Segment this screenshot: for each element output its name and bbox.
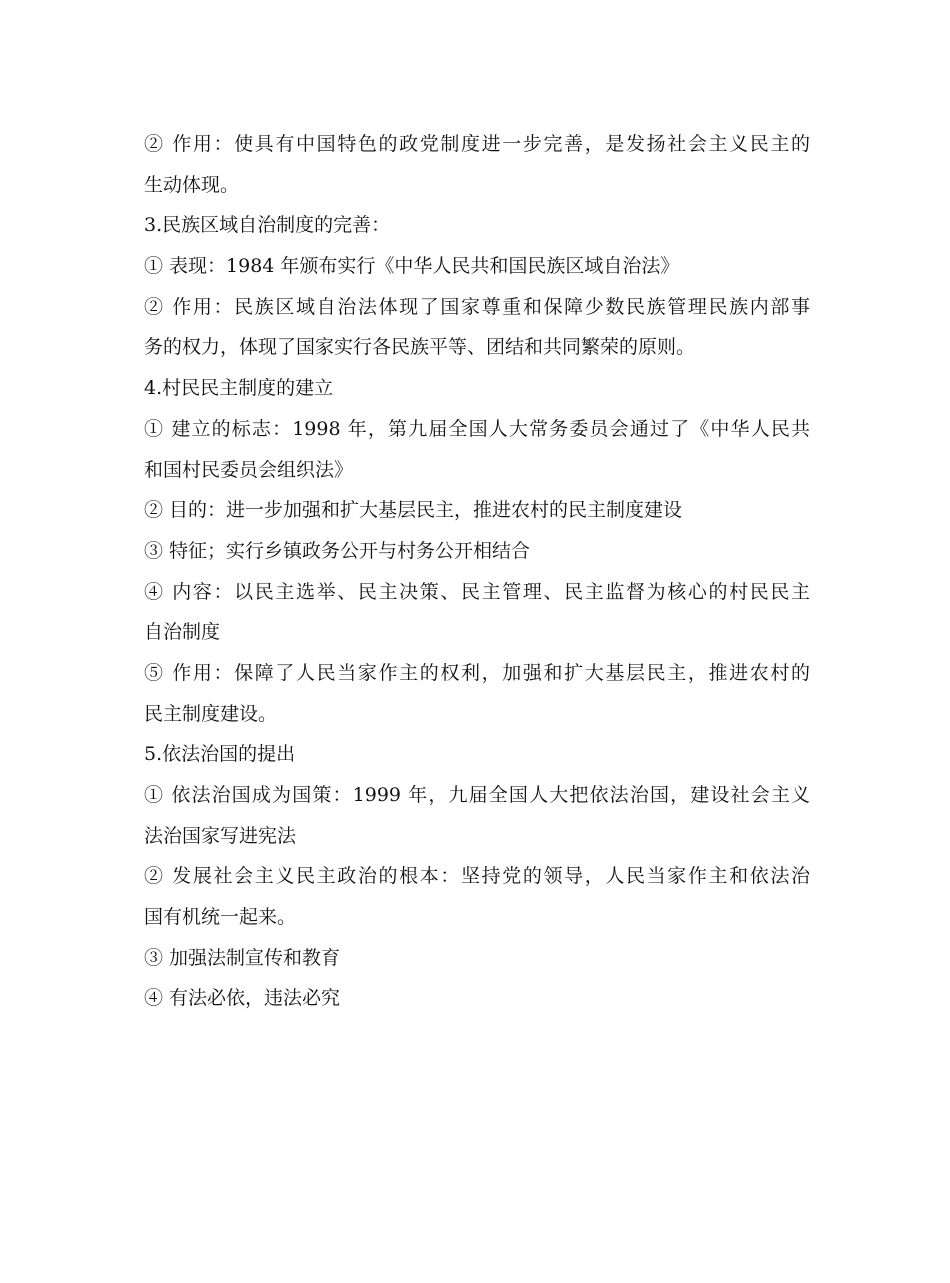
paragraph-line: 国有机统一起来。 (144, 906, 297, 929)
section-heading: 5.依法治国的提出 (144, 743, 296, 766)
paragraph-line: ② 作用：使具有中国特色的政党制度进一步完善，是发扬社会主义民主的 (144, 133, 810, 155)
paragraph-line: 和国村民委员会组织法》 (144, 458, 354, 481)
section-heading: 4.村民民主制度的建立 (144, 377, 334, 400)
list-item: ④ 内容：以民主选举、民主决策、民主管理、民主监督为核心的村民民主 (144, 580, 810, 603)
list-item: ③ 加强法制宣传和教育 (144, 946, 341, 969)
paragraph-line: 生动体现。 (144, 173, 240, 196)
list-item: ④ 有法必依，违法必究 (144, 987, 341, 1010)
list-item: ③ 特征；实行乡镇政务公开与村务公开相结合 (144, 539, 531, 562)
paragraph-line: 务的权力，体现了国家实行各民族平等、团结和共同繁荣的原则。 (144, 336, 696, 359)
paragraph-line: 民主制度建设。 (144, 702, 278, 725)
paragraph-line: 法治国家写进宪法 (144, 824, 297, 847)
list-item: ② 作用：民族区域自治法体现了国家尊重和保障少数民族管理民族内部事 (144, 295, 810, 318)
list-item: ① 依法治国成为国策：1999 年，九届全国人大把依法治国，建设社会主义 (144, 784, 810, 806)
paragraph-line: 自治制度 (144, 621, 221, 644)
list-item: ⑤ 作用：保障了人民当家作主的权利，加强和扩大基层民主，推进农村的 (144, 661, 810, 684)
list-item: ② 发展社会主义民主政治的根本：坚持党的领导，人民当家作主和依法治 (144, 865, 810, 888)
document-body (144, 124, 810, 1019)
section-heading: 3.民族区域自治制度的完善： (144, 214, 391, 237)
list-item: ② 目的：进一步加强和扩大基层民主，推进农村的民主制度建设 (144, 499, 683, 522)
list-item: ① 表现：1984 年颁布实行《中华人民共和国民族区域自治法》 (144, 255, 680, 278)
list-item: ① 建立的标志：1998 年，第九届全国人大常务委员会通过了《中华人民共 (144, 417, 810, 440)
